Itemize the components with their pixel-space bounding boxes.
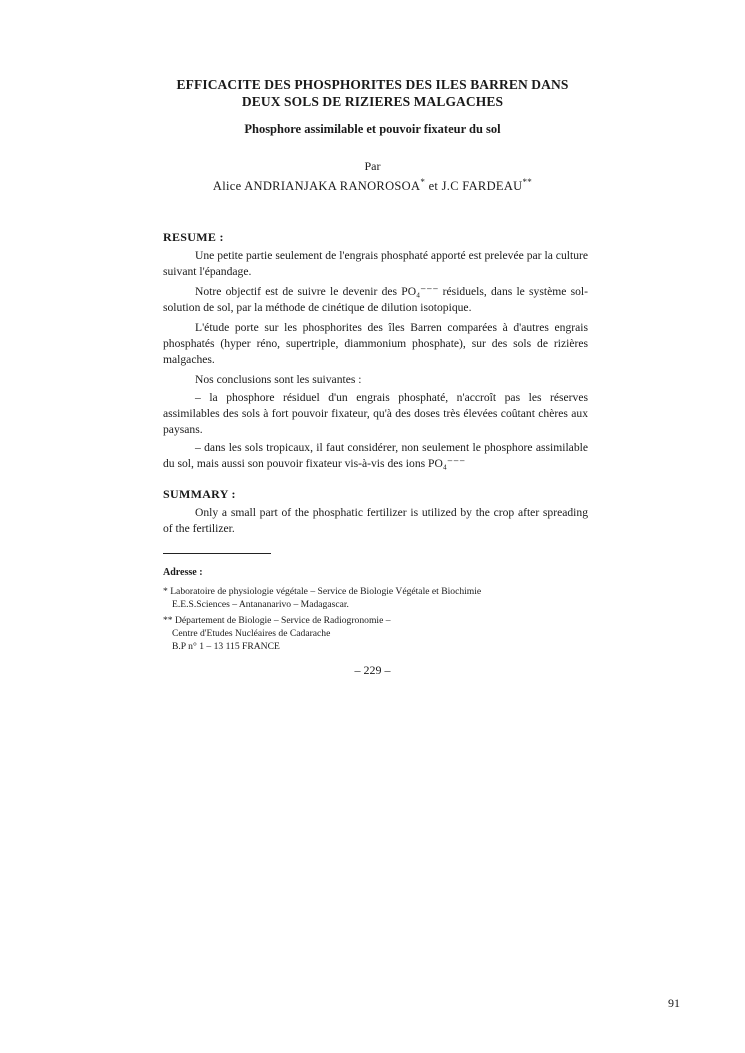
authors-line [150, 177, 595, 194]
author-1-mark: * [420, 177, 426, 187]
address-2-line-2: Centre d'Etudes Nucléaires de Cadarache [172, 628, 331, 639]
address-2-line-3: B.P n° 1 – 13 115 FRANCE [172, 641, 280, 652]
resume-paragraph-4: Nos conclusions sont les suivantes : [195, 373, 362, 386]
paper-subtitle: Phosphore assimilable et pouvoir fixateur du sol [244, 122, 501, 136]
address-label: Adresse : [163, 567, 203, 578]
resume-paragraph-1: Une petite partie seulement de l'engrais phosphaté apporté est prelevée par la culture suivant l'épandage. [163, 249, 588, 278]
footnote-separator [163, 553, 271, 554]
address-1-line-2: E.E.S.Sciences – Antananarivo – Madagascar. [172, 599, 349, 610]
author-2: J.C FARDEAU [441, 179, 523, 194]
page-number-center: – 229 – [354, 663, 391, 677]
resume-paragraph-6: – dans les sols tropicaux, il faut considérer, non seulement le phosphore assimilable du sol, mais aussi son pouvoir fixateur vis-à-vis des ions PO₄⁻⁻⁻ [163, 441, 588, 470]
address-1-line-1: * Laboratoire de physiologie végétale – Service de Biologie Végétale et Biochimie [163, 586, 482, 597]
title-line-2: DEUX SOLS DE RIZIERES MALGACHES [241, 94, 504, 109]
resume-paragraph-3: L'étude porte sur les phosphorites des îles Barren comparées à d'autres engrais phosphatés (hyper réno, supertriple, diammonium phosphate), sur des sols de rizières malgaches. [163, 321, 588, 366]
address-1 [163, 585, 593, 611]
summary-paragraph-1: Only a small part of the phosphatic fertilizer is utilized by the crop after spreading of the fertilizer. [163, 506, 588, 535]
by-label: Par [364, 159, 381, 173]
page-number-corner: 91 [668, 996, 680, 1010]
resume-paragraph-5: – la phosphore résiduel d'un engrais phosphaté, n'accroît pas les réserves assimilables des sols à fort pouvoir fixateur, qu'à des doses très élevées coûtant chères aux paysans. [163, 391, 588, 436]
title-line-1: EFFICACITE DES PHOSPHORITES DES ILES BARREN DANS [176, 77, 569, 92]
address-2 [163, 614, 593, 653]
paper-title [150, 76, 595, 110]
author-conjunction: et [428, 179, 439, 194]
summary-body [163, 505, 588, 537]
author-2-mark: ** [522, 177, 533, 187]
resume-heading: RESUME : [163, 230, 224, 244]
resume-body [163, 248, 588, 472]
address-2-line-1: ** Département de Biologie – Service de Radiogronomie – [163, 615, 391, 626]
author-1: Alice ANDRIANJAKA RANOROSOA [212, 179, 421, 194]
resume-paragraph-2: Notre objectif est de suivre le devenir des PO₄⁻⁻⁻ résiduels, dans le système sol-solution de sol, par la méthode de cinétique de dilution isotopique. [163, 285, 588, 314]
summary-heading: SUMMARY : [163, 487, 236, 501]
